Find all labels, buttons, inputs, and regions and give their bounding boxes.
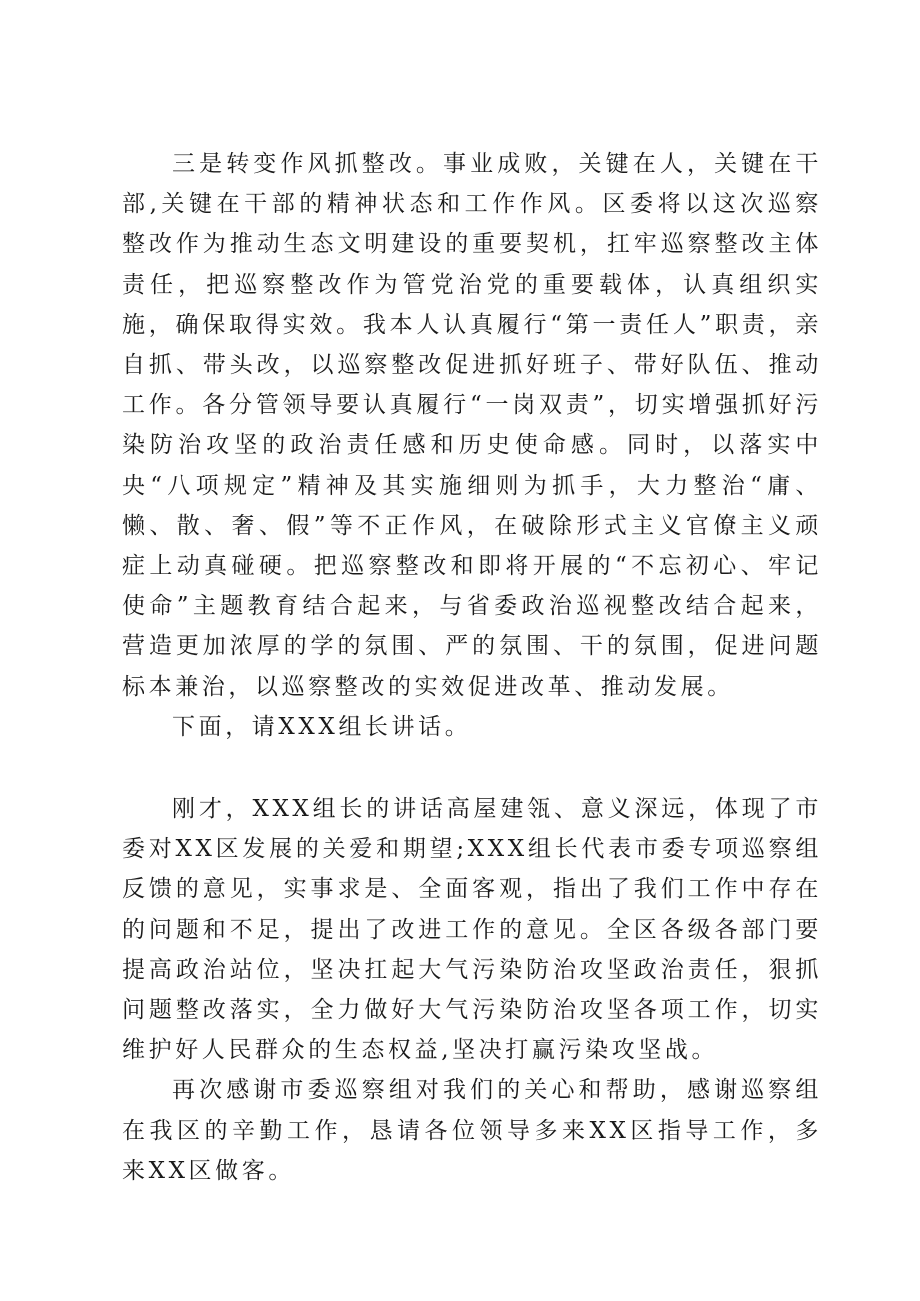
paragraph-spacer (122, 747, 822, 789)
paragraph-response-summary: 刚才，XXX组长的讲话高屋建瓴、意义深远，体现了市委对XX区发展的关爱和期望;XXX组长代表市委专项巡察组反馈的意见，实事求是、全面客观，指出了我们工作中存在的问题和不足，提出了改进工作的意见。全区各级各部门要提高政治站位，坚决扛起大气污染防治攻坚政治责任，狠抓问题整改落实，全力做好大气污染防治攻坚各项工作，切实维护好人民群众的生态权益,坚决打赢污染攻坚战。 (122, 796, 822, 1064)
paragraph-invite-speech: 下面，请XXX组长讲话。 (172, 713, 472, 740)
paragraph-rectification-style: 三是转变作风抓整改。事业成败，关键在人，关键在干部,关键在干部的精神状态和工作作风。区委将以这次巡察整改作为推动生态文明建设的重要契机，扛牢巡察整改主体责任，把巡察整改作为管党治党的重要载体，认真组织实施，确保取得实效。我本人认真履行“第一责任人”职责，亲自抓、带头改，以巡察整改促进抓好班子、带好队伍、推动工作。各分管领导要认真履行“一岗双责”，切实增强抓好污染防治攻坚的政治责任感和历史使命感。同时，以落实中央“八项规定”精神及其实施细则为抓手，大力整治“庸、懒、散、奢、假”等不正作风，在破除形式主义官僚主义顽症上动真碰硬。把巡察整改和即将开展的“不忘初心、牢记使命”主题教育结合起来，与省委政治巡视整改结合起来，营造更加浓厚的学的氛围、严的氛围、干的氛围，促进问题标本兼治，以巡察整改的实效促进改革、推动发展。 (122, 151, 822, 700)
document-body (122, 144, 822, 1191)
paragraph-closing-thanks: 再次感谢市委巡察组对我们的关心和帮助，感谢巡察组在我区的辛勤工作，恳请各位领导多来XX区指导工作，多来XX区做客。 (122, 1077, 822, 1184)
